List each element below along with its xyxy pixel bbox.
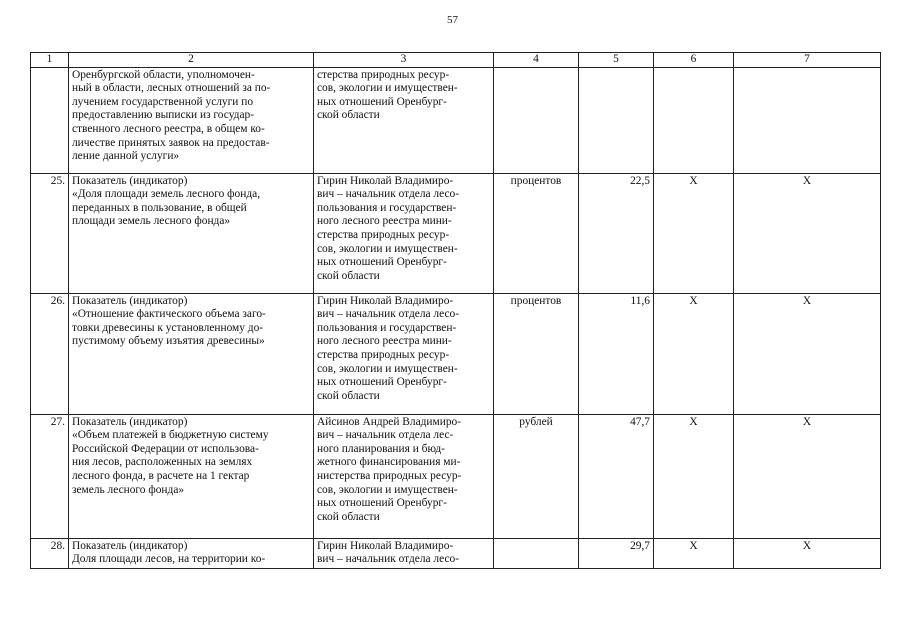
responsible-cell: стерства природных ресур- сов, экологии и имуществен- ных отношений Оренбург- ской области (314, 67, 494, 173)
table-row (31, 293, 881, 414)
indicator-cell: Оренбургской области, уполномочен- ный в области, лесных отношений за по- лучением государственной услуги по предоставлению выписки из государ- ственного лесного реестра, в общем ко- личестве принятых заявок на предостав- ление данной услуги» (69, 67, 314, 173)
column-header: 3 (314, 53, 494, 68)
column-number-row (31, 53, 881, 68)
indicator-cell: Показатель (индикатор) «Доля площади земель лесного фонда, переданных в пользование, в общей площади земель лесного фонда» (69, 173, 314, 293)
col6-cell: Х (654, 538, 734, 568)
column-header: 5 (579, 53, 654, 68)
col7-cell: Х (734, 414, 881, 538)
responsible-cell: Гирин Николай Владимиро- вич – начальник отдела лесо- пользования и государствен- ного лесного реестра мини- стерства природных ресур- сов, экологии и имуществен- ных отношений Оренбург- ской области (314, 173, 494, 293)
row-number: 28. (31, 538, 69, 568)
row-number: 25. (31, 173, 69, 293)
unit-cell: процентов (494, 173, 579, 293)
unit-cell: процентов (494, 293, 579, 414)
column-header: 6 (654, 53, 734, 68)
responsible-cell: Гирин Николай Владимиро- вич – начальник отдела лесо- пользования и государствен- ного лесного реестра мини- стерства природных ресур- сов, экологии и имуществен- ных отношений Оренбург- ской области (314, 293, 494, 414)
row-number: 26. (31, 293, 69, 414)
col6-cell: Х (654, 173, 734, 293)
responsible-cell: Айсинов Андрей Владимиро- вич – начальник отдела лес- ного планирования и бюд- жетного финансирования ми- нистерства природных ресур- сов, экологии и имуществен- ных отношений Оренбург- ской области (314, 414, 494, 538)
col7-cell: Х (734, 173, 881, 293)
value-cell: 22,5 (579, 173, 654, 293)
col7-cell (734, 67, 881, 173)
unit-cell (494, 538, 579, 568)
col7-cell: Х (734, 293, 881, 414)
unit-cell: рублей (494, 414, 579, 538)
column-header: 2 (69, 53, 314, 68)
value-cell (579, 67, 654, 173)
col6-cell: Х (654, 414, 734, 538)
table-row (31, 67, 881, 173)
value-cell: 29,7 (579, 538, 654, 568)
table-row (31, 173, 881, 293)
value-cell: 47,7 (579, 414, 654, 538)
indicator-cell: Показатель (индикатор) Доля площади лесов, на территории ко- (69, 538, 314, 568)
column-header: 1 (31, 53, 69, 68)
column-header: 4 (494, 53, 579, 68)
unit-cell (494, 67, 579, 173)
responsible-cell: Гирин Николай Владимиро- вич – начальник отдела лесо- (314, 538, 494, 568)
indicator-cell: Показатель (индикатор) «Отношение фактического объема заго- товки древесины к установленному до- пустимому объему изъятия древесины» (69, 293, 314, 414)
indicator-cell: Показатель (индикатор) «Объем платежей в бюджетную систему Российской Федерации от использова- ния лесов, расположенных на землях лесного фонда, в расчете на 1 гектар земель лесного фонда» (69, 414, 314, 538)
column-header: 7 (734, 53, 881, 68)
indicators-table (30, 52, 881, 569)
table-row (31, 414, 881, 538)
row-number (31, 67, 69, 173)
value-cell: 11,6 (579, 293, 654, 414)
table-row (31, 538, 881, 568)
col6-cell: Х (654, 293, 734, 414)
col6-cell (654, 67, 734, 173)
col7-cell: Х (734, 538, 881, 568)
row-number: 27. (31, 414, 69, 538)
page-number: 57 (447, 14, 458, 26)
